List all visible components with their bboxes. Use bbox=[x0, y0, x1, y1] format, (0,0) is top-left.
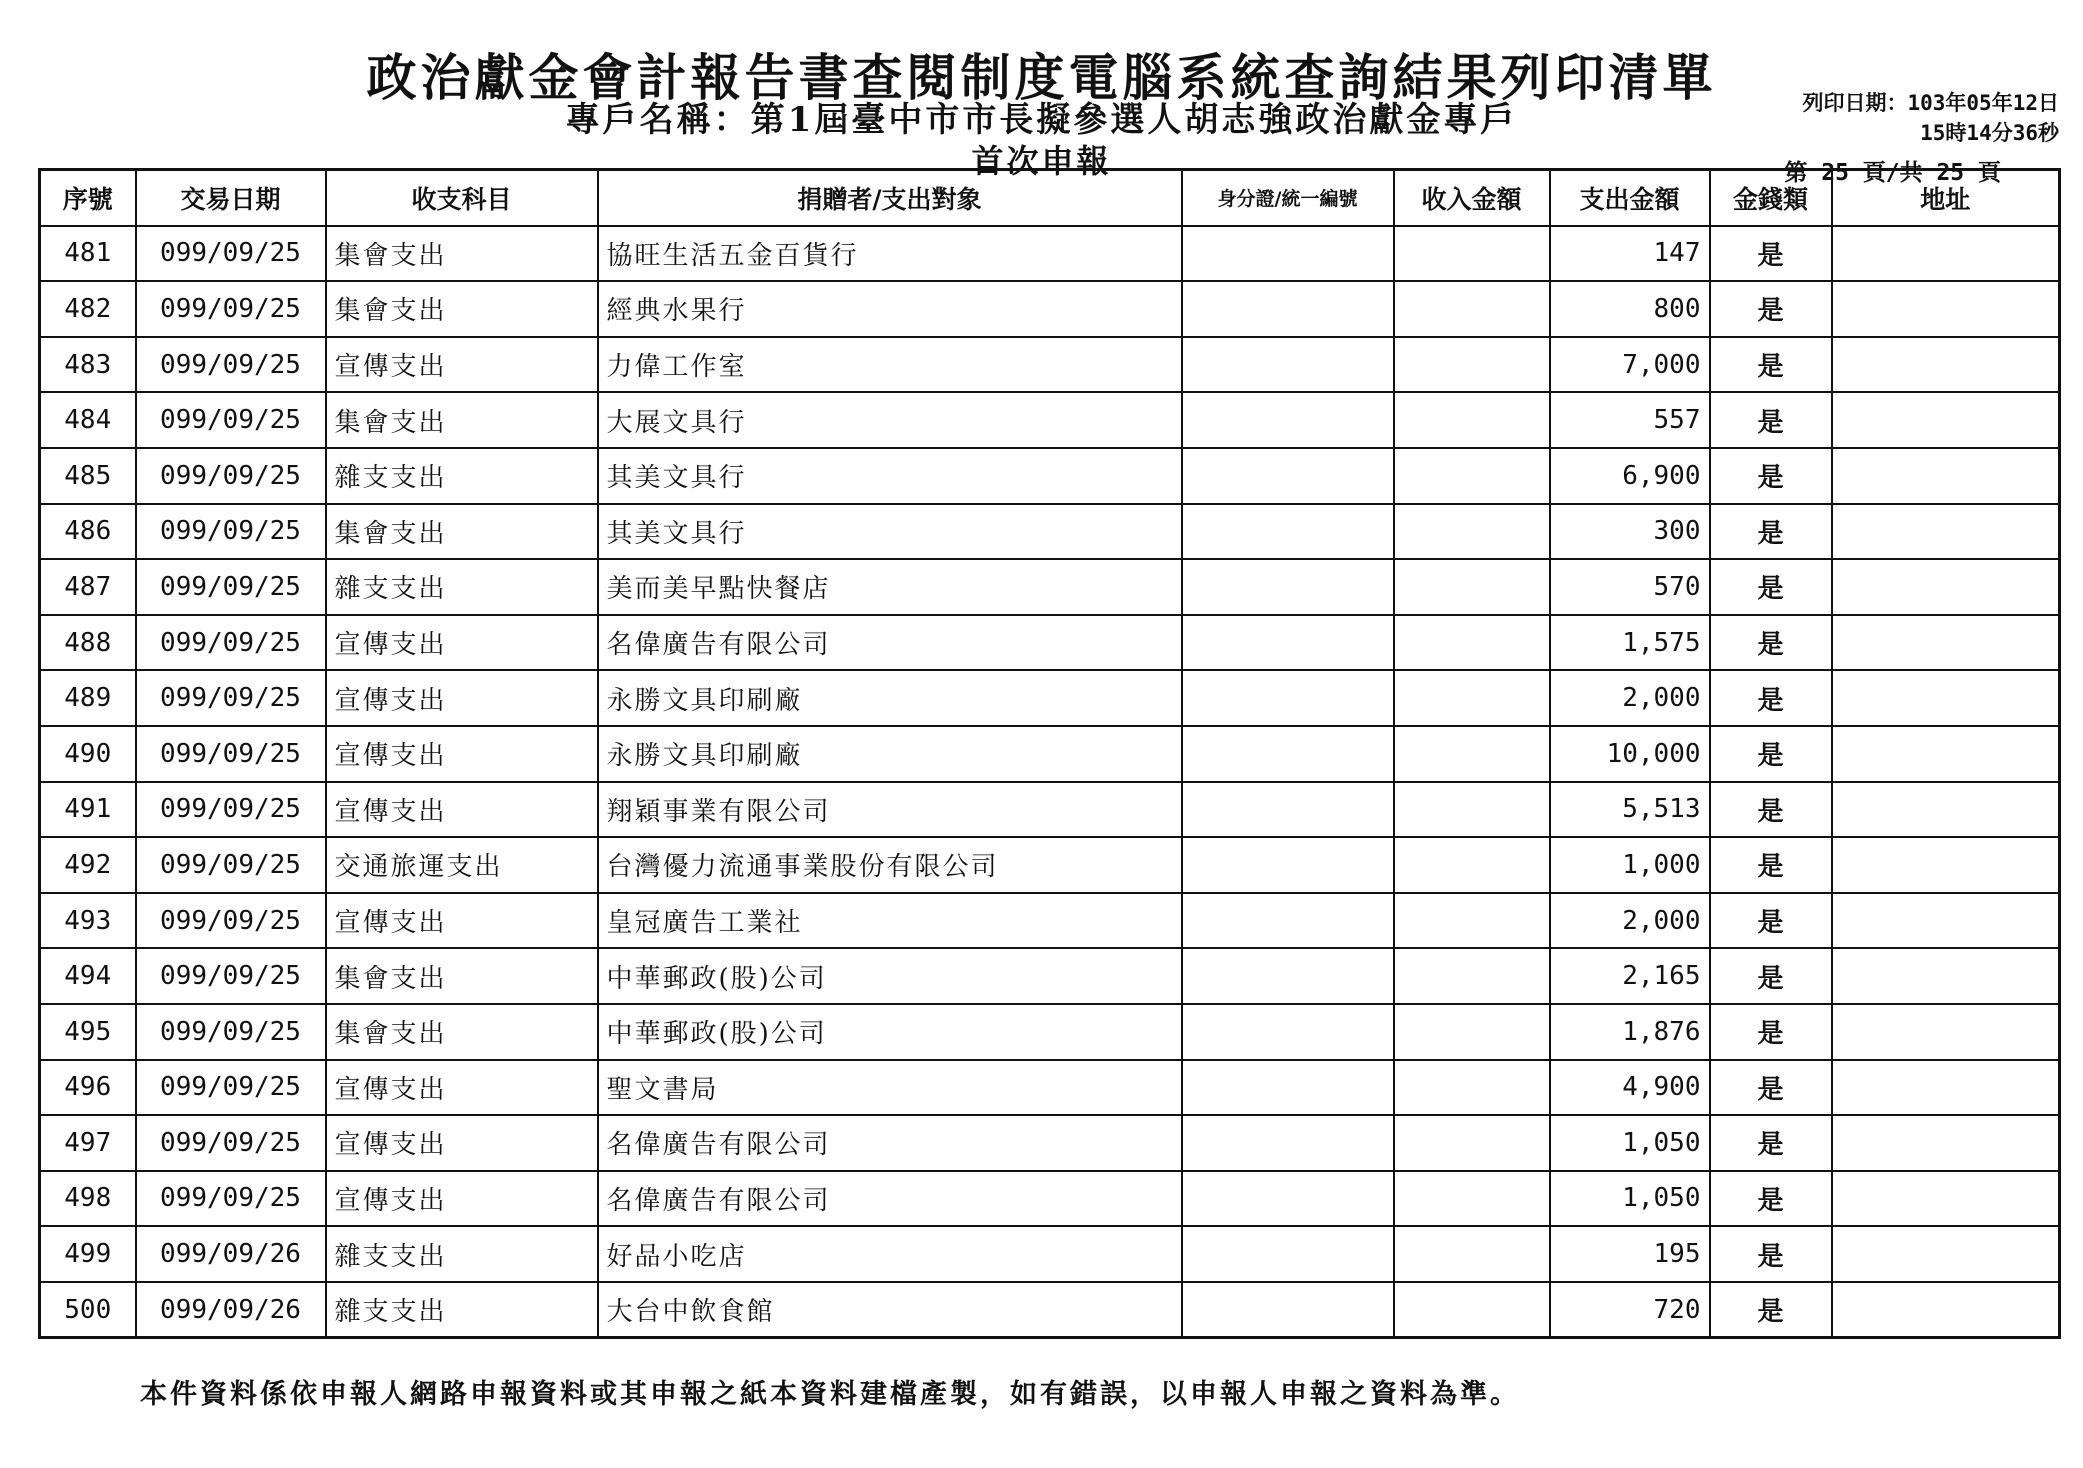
cell-payee: 名偉廣告有限公司 bbox=[598, 1115, 1182, 1171]
cell-date: 099/09/25 bbox=[136, 1004, 326, 1060]
cell-address bbox=[1832, 448, 2060, 504]
table-row bbox=[40, 837, 2060, 893]
cell-date: 099/09/25 bbox=[136, 1060, 326, 1116]
print-date bbox=[1802, 88, 2059, 148]
cell-income bbox=[1394, 281, 1550, 337]
cell-date: 099/09/25 bbox=[136, 504, 326, 560]
cell-category: 宣傳支出 bbox=[326, 337, 598, 393]
cell-id-number bbox=[1182, 1060, 1394, 1116]
cell-address bbox=[1832, 782, 2060, 838]
cell-id-number bbox=[1182, 226, 1394, 282]
table-row bbox=[40, 615, 2060, 671]
cell-cash-flag: 是 bbox=[1710, 1004, 1832, 1060]
cell-address bbox=[1832, 893, 2060, 949]
cell-id-number bbox=[1182, 837, 1394, 893]
cell-income bbox=[1394, 893, 1550, 949]
cell-expense: 720 bbox=[1550, 1282, 1710, 1338]
cell-expense: 1,876 bbox=[1550, 1004, 1710, 1060]
cell-address bbox=[1832, 1226, 2060, 1282]
cell-cash-flag: 是 bbox=[1710, 392, 1832, 448]
cell-date: 099/09/25 bbox=[136, 893, 326, 949]
cell-expense: 7,000 bbox=[1550, 337, 1710, 393]
header-cash-flag: 金錢類 bbox=[1710, 170, 1832, 226]
cell-category: 雜支支出 bbox=[326, 559, 598, 615]
cell-id-number bbox=[1182, 448, 1394, 504]
cell-date: 099/09/25 bbox=[136, 837, 326, 893]
table-row bbox=[40, 1226, 2060, 1282]
cell-seq: 492 bbox=[40, 837, 136, 893]
cell-date: 099/09/25 bbox=[136, 281, 326, 337]
header-address: 地址 bbox=[1832, 170, 2060, 226]
cell-id-number bbox=[1182, 1282, 1394, 1338]
cell-id-number bbox=[1182, 948, 1394, 1004]
cell-income bbox=[1394, 392, 1550, 448]
cell-category: 宣傳支出 bbox=[326, 1171, 598, 1227]
cell-address bbox=[1832, 670, 2060, 726]
cell-address bbox=[1832, 948, 2060, 1004]
cell-category: 宣傳支出 bbox=[326, 1115, 598, 1171]
cell-payee: 聖文書局 bbox=[598, 1060, 1182, 1116]
cell-id-number bbox=[1182, 615, 1394, 671]
table-row bbox=[40, 670, 2060, 726]
cell-cash-flag: 是 bbox=[1710, 1171, 1832, 1227]
table-row bbox=[40, 1004, 2060, 1060]
cell-cash-flag: 是 bbox=[1710, 337, 1832, 393]
cell-address bbox=[1832, 1060, 2060, 1116]
cell-address bbox=[1832, 837, 2060, 893]
cell-cash-flag: 是 bbox=[1710, 1226, 1832, 1282]
cell-cash-flag: 是 bbox=[1710, 448, 1832, 504]
cell-id-number bbox=[1182, 670, 1394, 726]
cell-payee: 好品小吃店 bbox=[598, 1226, 1182, 1282]
cell-income bbox=[1394, 1282, 1550, 1338]
cell-id-number bbox=[1182, 1115, 1394, 1171]
cell-category: 宣傳支出 bbox=[326, 726, 598, 782]
cell-income bbox=[1394, 226, 1550, 282]
table-body bbox=[40, 226, 2060, 1338]
cell-category: 宣傳支出 bbox=[326, 670, 598, 726]
cell-id-number bbox=[1182, 1004, 1394, 1060]
cell-income bbox=[1394, 337, 1550, 393]
cell-category: 交通旅運支出 bbox=[326, 837, 598, 893]
cell-date: 099/09/25 bbox=[136, 670, 326, 726]
cell-date: 099/09/25 bbox=[136, 1115, 326, 1171]
table-row bbox=[40, 504, 2060, 560]
cell-date: 099/09/25 bbox=[136, 392, 326, 448]
cell-expense: 2,000 bbox=[1550, 670, 1710, 726]
cell-income bbox=[1394, 837, 1550, 893]
cell-address bbox=[1832, 1115, 2060, 1171]
cell-seq: 493 bbox=[40, 893, 136, 949]
cell-date: 099/09/25 bbox=[136, 1171, 326, 1227]
cell-address bbox=[1832, 504, 2060, 560]
cell-date: 099/09/25 bbox=[136, 559, 326, 615]
cell-date: 099/09/25 bbox=[136, 726, 326, 782]
cell-cash-flag: 是 bbox=[1710, 226, 1832, 282]
cell-cash-flag: 是 bbox=[1710, 615, 1832, 671]
cell-category: 集會支出 bbox=[326, 504, 598, 560]
cell-id-number bbox=[1182, 559, 1394, 615]
cell-category: 雜支支出 bbox=[326, 1282, 598, 1338]
print-date-line: 列印日期：103年05年12日 bbox=[1802, 91, 2059, 115]
cell-seq: 483 bbox=[40, 337, 136, 393]
cell-income bbox=[1394, 559, 1550, 615]
cell-seq: 498 bbox=[40, 1171, 136, 1227]
cell-seq: 497 bbox=[40, 1115, 136, 1171]
cell-expense: 557 bbox=[1550, 392, 1710, 448]
cell-expense: 1,050 bbox=[1550, 1115, 1710, 1171]
cell-seq: 482 bbox=[40, 281, 136, 337]
cell-cash-flag: 是 bbox=[1710, 670, 1832, 726]
cell-income bbox=[1394, 1004, 1550, 1060]
cell-category: 集會支出 bbox=[326, 392, 598, 448]
cell-id-number bbox=[1182, 726, 1394, 782]
cell-id-number bbox=[1182, 392, 1394, 448]
table-row bbox=[40, 1115, 2060, 1171]
cell-date: 099/09/25 bbox=[136, 615, 326, 671]
cell-payee: 協旺生活五金百貨行 bbox=[598, 226, 1182, 282]
cell-date: 099/09/25 bbox=[136, 448, 326, 504]
cell-payee: 永勝文具印刷廠 bbox=[598, 726, 1182, 782]
cell-income bbox=[1394, 1115, 1550, 1171]
table-row bbox=[40, 948, 2060, 1004]
table-row bbox=[40, 448, 2060, 504]
cell-payee: 名偉廣告有限公司 bbox=[598, 1171, 1182, 1227]
cell-payee: 其美文具行 bbox=[598, 448, 1182, 504]
page-info: 第 25 頁/共 25 頁 bbox=[1784, 160, 2001, 186]
cell-cash-flag: 是 bbox=[1710, 837, 1832, 893]
cell-income bbox=[1394, 1171, 1550, 1227]
table-row bbox=[40, 226, 2060, 282]
cell-address bbox=[1832, 1004, 2060, 1060]
cell-category: 雜支支出 bbox=[326, 1226, 598, 1282]
table-row bbox=[40, 559, 2060, 615]
header-seq: 序號 bbox=[40, 170, 136, 226]
cell-expense: 1,000 bbox=[1550, 837, 1710, 893]
cell-id-number bbox=[1182, 337, 1394, 393]
header-id-number: 身分證/統一編號 bbox=[1182, 170, 1394, 226]
cell-cash-flag: 是 bbox=[1710, 559, 1832, 615]
cell-date: 099/09/26 bbox=[136, 1282, 326, 1338]
cell-address bbox=[1832, 615, 2060, 671]
cell-seq: 496 bbox=[40, 1060, 136, 1116]
cell-income bbox=[1394, 948, 1550, 1004]
table-row bbox=[40, 1060, 2060, 1116]
cell-category: 集會支出 bbox=[326, 226, 598, 282]
cell-date: 099/09/25 bbox=[136, 226, 326, 282]
cell-expense: 2,000 bbox=[1550, 893, 1710, 949]
table-row bbox=[40, 281, 2060, 337]
cell-cash-flag: 是 bbox=[1710, 893, 1832, 949]
cell-payee: 美而美早點快餐店 bbox=[598, 559, 1182, 615]
header-payee: 捐贈者/支出對象 bbox=[598, 170, 1182, 226]
cell-seq: 486 bbox=[40, 504, 136, 560]
cell-expense: 1,575 bbox=[1550, 615, 1710, 671]
cell-address bbox=[1832, 392, 2060, 448]
cell-payee: 翔穎事業有限公司 bbox=[598, 782, 1182, 838]
footer-note: 本件資料係依申報人網路申報資料或其申報之紙本資料建檔產製，如有錯誤，以申報人申報之資料為準。 bbox=[140, 1379, 1520, 1410]
document-title: 政治獻金會計報告書查閱制度電腦系統查詢結果列印清單 bbox=[366, 48, 1717, 107]
cell-seq: 489 bbox=[40, 670, 136, 726]
print-time-line: 15時14分36秒 bbox=[1920, 121, 2059, 145]
cell-expense: 1,050 bbox=[1550, 1171, 1710, 1227]
header-income: 收入金額 bbox=[1394, 170, 1550, 226]
cell-category: 宣傳支出 bbox=[326, 782, 598, 838]
account-name: 專戶名稱：第1屆臺中市市長擬參選人胡志強政治獻金專戶 bbox=[565, 100, 1518, 140]
cell-payee: 大展文具行 bbox=[598, 392, 1182, 448]
cell-income bbox=[1394, 1226, 1550, 1282]
cell-income bbox=[1394, 670, 1550, 726]
cell-category: 集會支出 bbox=[326, 281, 598, 337]
cell-income bbox=[1394, 1060, 1550, 1116]
cell-income bbox=[1394, 726, 1550, 782]
cell-seq: 481 bbox=[40, 226, 136, 282]
table-header-row bbox=[40, 170, 2060, 226]
cell-category: 雜支支出 bbox=[326, 448, 598, 504]
cell-payee: 名偉廣告有限公司 bbox=[598, 615, 1182, 671]
cell-expense: 6,900 bbox=[1550, 448, 1710, 504]
cell-seq: 491 bbox=[40, 782, 136, 838]
cell-id-number bbox=[1182, 1226, 1394, 1282]
cell-income bbox=[1394, 782, 1550, 838]
cell-cash-flag: 是 bbox=[1710, 281, 1832, 337]
cell-cash-flag: 是 bbox=[1710, 726, 1832, 782]
cell-payee: 大台中飲食館 bbox=[598, 1282, 1182, 1338]
cell-category: 集會支出 bbox=[326, 1004, 598, 1060]
cell-address bbox=[1832, 1282, 2060, 1338]
cell-cash-flag: 是 bbox=[1710, 504, 1832, 560]
cell-seq: 495 bbox=[40, 1004, 136, 1060]
cell-payee: 台灣優力流通事業股份有限公司 bbox=[598, 837, 1182, 893]
cell-payee: 其美文具行 bbox=[598, 504, 1182, 560]
cell-category: 宣傳支出 bbox=[326, 893, 598, 949]
cell-payee: 永勝文具印刷廠 bbox=[598, 670, 1182, 726]
cell-address bbox=[1832, 1171, 2060, 1227]
cell-expense: 300 bbox=[1550, 504, 1710, 560]
cell-id-number bbox=[1182, 782, 1394, 838]
cell-seq: 499 bbox=[40, 1226, 136, 1282]
cell-cash-flag: 是 bbox=[1710, 1060, 1832, 1116]
table-row bbox=[40, 782, 2060, 838]
cell-seq: 484 bbox=[40, 392, 136, 448]
cell-seq: 485 bbox=[40, 448, 136, 504]
header-category: 收支科目 bbox=[326, 170, 598, 226]
cell-payee: 中華郵政(股)公司 bbox=[598, 1004, 1182, 1060]
table-row bbox=[40, 893, 2060, 949]
cell-id-number bbox=[1182, 893, 1394, 949]
cell-seq: 500 bbox=[40, 1282, 136, 1338]
cell-cash-flag: 是 bbox=[1710, 1282, 1832, 1338]
cell-address bbox=[1832, 226, 2060, 282]
cell-seq: 490 bbox=[40, 726, 136, 782]
cell-id-number bbox=[1182, 504, 1394, 560]
cell-expense: 4,900 bbox=[1550, 1060, 1710, 1116]
cell-payee: 力偉工作室 bbox=[598, 337, 1182, 393]
table-row bbox=[40, 726, 2060, 782]
cell-expense: 570 bbox=[1550, 559, 1710, 615]
cell-payee: 中華郵政(股)公司 bbox=[598, 948, 1182, 1004]
cell-date: 099/09/25 bbox=[136, 337, 326, 393]
table-row bbox=[40, 1282, 2060, 1338]
cell-date: 099/09/26 bbox=[136, 1226, 326, 1282]
cell-expense: 147 bbox=[1550, 226, 1710, 282]
cell-cash-flag: 是 bbox=[1710, 948, 1832, 1004]
cell-date: 099/09/25 bbox=[136, 782, 326, 838]
cell-date: 099/09/25 bbox=[136, 948, 326, 1004]
header-date: 交易日期 bbox=[136, 170, 326, 226]
cell-address bbox=[1832, 281, 2060, 337]
table-row bbox=[40, 337, 2060, 393]
table-row bbox=[40, 1171, 2060, 1227]
cell-address bbox=[1832, 726, 2060, 782]
cell-category: 集會支出 bbox=[326, 948, 598, 1004]
cell-payee: 皇冠廣告工業社 bbox=[598, 893, 1182, 949]
cell-income bbox=[1394, 448, 1550, 504]
cell-category: 宣傳支出 bbox=[326, 1060, 598, 1116]
report-type: 首次申報 bbox=[971, 142, 1112, 180]
cell-id-number bbox=[1182, 281, 1394, 337]
cell-expense: 5,513 bbox=[1550, 782, 1710, 838]
cell-payee: 經典水果行 bbox=[598, 281, 1182, 337]
cell-expense: 195 bbox=[1550, 1226, 1710, 1282]
header-expense: 支出金額 bbox=[1550, 170, 1710, 226]
cell-seq: 494 bbox=[40, 948, 136, 1004]
cell-address bbox=[1832, 337, 2060, 393]
cell-cash-flag: 是 bbox=[1710, 782, 1832, 838]
expense-ledger-table bbox=[38, 168, 2061, 1339]
cell-seq: 488 bbox=[40, 615, 136, 671]
cell-income bbox=[1394, 615, 1550, 671]
table-row bbox=[40, 392, 2060, 448]
cell-address bbox=[1832, 559, 2060, 615]
cell-expense: 2,165 bbox=[1550, 948, 1710, 1004]
cell-expense: 800 bbox=[1550, 281, 1710, 337]
cell-cash-flag: 是 bbox=[1710, 1115, 1832, 1171]
cell-category: 宣傳支出 bbox=[326, 615, 598, 671]
cell-income bbox=[1394, 504, 1550, 560]
cell-id-number bbox=[1182, 1171, 1394, 1227]
cell-seq: 487 bbox=[40, 559, 136, 615]
cell-expense: 10,000 bbox=[1550, 726, 1710, 782]
